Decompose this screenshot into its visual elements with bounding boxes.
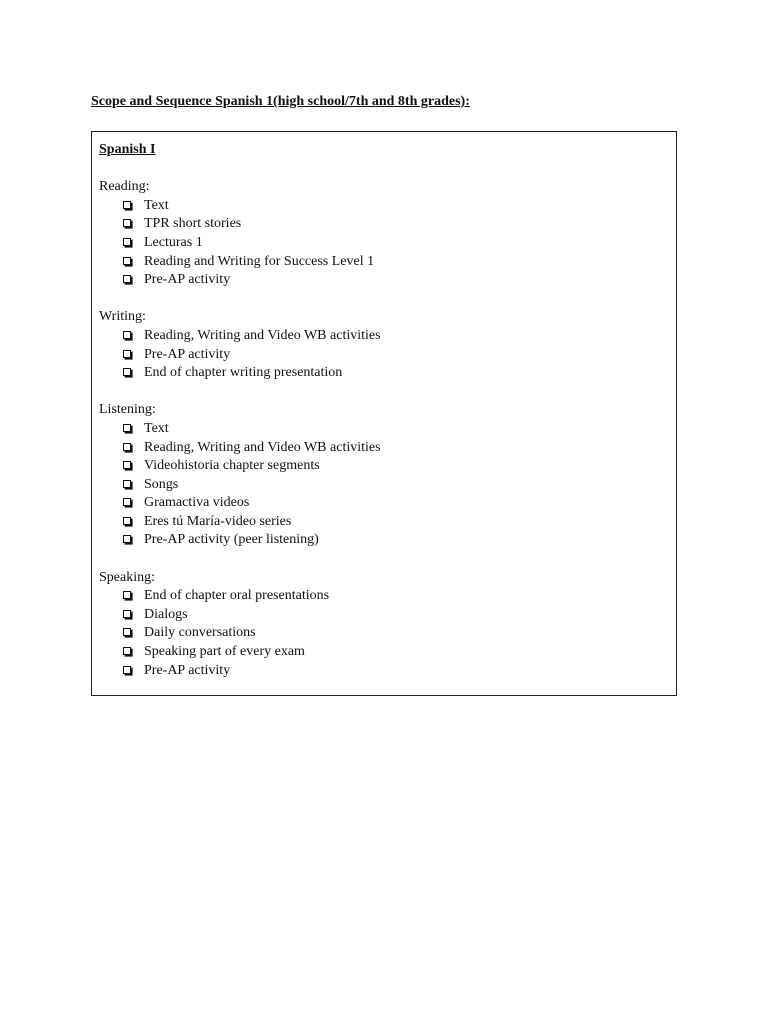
list-item-text: Speaking part of every exam xyxy=(144,644,305,660)
list-item xyxy=(99,624,669,643)
list-item xyxy=(99,494,669,513)
list-item-text: Lecturas 1 xyxy=(144,234,203,250)
checkbox-icon xyxy=(123,628,131,636)
checkbox-icon xyxy=(123,368,131,376)
section-reading xyxy=(99,178,669,290)
list-item xyxy=(99,420,669,439)
list-item xyxy=(99,253,669,272)
checkbox-icon xyxy=(123,219,131,227)
list-item-text: Reading, Writing and Video WB activities xyxy=(144,439,381,455)
list-item-text: Songs xyxy=(144,476,179,492)
list-item xyxy=(99,234,669,253)
list-item xyxy=(99,476,669,495)
list-item xyxy=(99,606,669,625)
list-item-text: Text xyxy=(144,197,169,213)
list-item xyxy=(99,439,669,458)
checkbox-icon xyxy=(123,666,131,674)
checkbox-icon xyxy=(123,350,131,358)
list-item-text: Reading, Writing and Video WB activities xyxy=(144,327,381,343)
page-heading: Scope and Sequence Spanish 1(high school/7th and 8th grades): xyxy=(91,94,470,109)
list-item-text: End of chapter oral presentations xyxy=(144,588,330,604)
list-item xyxy=(99,662,669,681)
content-box xyxy=(91,131,677,696)
list-item-text: Pre-AP activity xyxy=(144,346,231,362)
checkbox-icon xyxy=(123,610,131,618)
list-item xyxy=(99,587,669,606)
list-item-text: End of chapter writing presentation xyxy=(144,365,343,381)
section-listening xyxy=(99,401,669,550)
checkbox-icon xyxy=(123,201,131,209)
checkbox-icon xyxy=(123,535,131,543)
list-item xyxy=(99,271,669,290)
checkbox-icon xyxy=(123,461,131,469)
section-speaking xyxy=(99,569,669,681)
list-item-text: Dialogs xyxy=(144,606,188,622)
list-item xyxy=(99,643,669,662)
checkbox-icon xyxy=(123,480,131,488)
list-item-text: TPR short stories xyxy=(144,216,242,232)
list-item-text: Videohistoria chapter segments xyxy=(144,458,320,474)
section-label: Reading: xyxy=(99,179,150,195)
list-item xyxy=(99,327,669,346)
checkbox-icon xyxy=(123,424,131,432)
section-label: Listening: xyxy=(99,402,156,418)
list-item xyxy=(99,457,669,476)
checkbox-icon xyxy=(123,591,131,599)
list-item-text: Daily conversations xyxy=(144,625,256,641)
list-item-text: Text xyxy=(144,420,169,436)
section-label: Writing: xyxy=(99,309,146,325)
checkbox-icon xyxy=(123,275,131,283)
list-item-text: Reading and Writing for Success Level 1 xyxy=(144,253,375,269)
checkbox-icon xyxy=(123,443,131,451)
checkbox-icon xyxy=(123,517,131,525)
list-item xyxy=(99,364,669,383)
checkbox-icon xyxy=(123,331,131,339)
checkbox-icon xyxy=(123,498,131,506)
list-item xyxy=(99,346,669,365)
list-item xyxy=(99,215,669,234)
list-item xyxy=(99,513,669,532)
list-item-text: Eres tú María-video series xyxy=(144,513,292,529)
section-writing xyxy=(99,308,669,382)
list-item-text: Gramactiva videos xyxy=(144,495,250,511)
list-item-text: Pre-AP activity (peer listening) xyxy=(144,532,319,548)
section-label: Speaking: xyxy=(99,569,155,585)
list-item-text: Pre-AP activity xyxy=(144,272,231,288)
list-item xyxy=(99,531,669,550)
list-item xyxy=(99,197,669,216)
list-item-text: Pre-AP activity xyxy=(144,662,231,678)
checkbox-icon xyxy=(123,238,131,246)
checkbox-icon xyxy=(123,647,131,655)
box-title: Spanish I xyxy=(99,142,156,157)
checkbox-icon xyxy=(123,257,131,265)
